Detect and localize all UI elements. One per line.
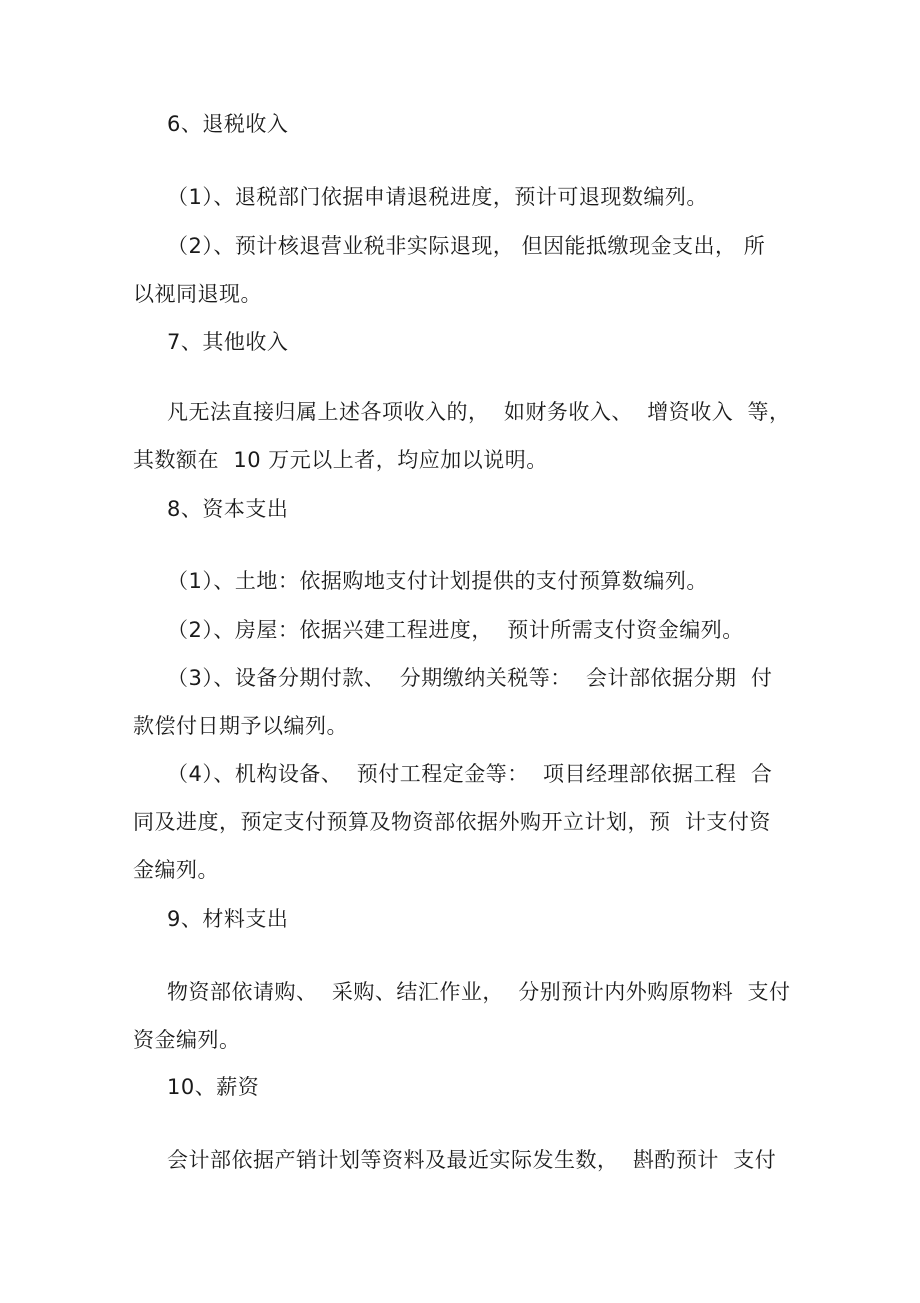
heading-8: 8、资本支出 bbox=[167, 497, 289, 521]
paragraph-8-2: （2）、房屋：依据兴建工程进度， 预计所需支付资金编列。 bbox=[167, 618, 744, 642]
paragraph-6-2: （2）、预计核退营业税非实际退现， 但因能抵缴现金支出， 所 bbox=[167, 234, 766, 258]
heading-10: 10、薪资 bbox=[167, 1075, 260, 1099]
paragraph-9-cont: 资金编列。 bbox=[133, 1028, 241, 1052]
paragraph-8-4: （4）、机构设备、 预付工程定金等： 项目经理部依据工程 合 bbox=[167, 762, 773, 786]
paragraph-8-3: （3）、设备分期付款、 分期缴纳关税等： 会计部依据分期 付 bbox=[167, 666, 773, 690]
heading-7: 7、其他收入 bbox=[167, 330, 289, 354]
paragraph-9: 物资部依请购、 采购、结汇作业， 分别预计内外购原物料 支付 bbox=[167, 980, 791, 1004]
paragraph-10: 会计部依据产销计划等资料及最近实际发生数， 斟酌预计 支付 bbox=[167, 1148, 777, 1172]
heading-9: 9、材料支出 bbox=[167, 907, 289, 931]
paragraph-6-2-cont: 以视同退现。 bbox=[133, 282, 262, 306]
paragraph-8-3-cont: 款偿付日期予以编列。 bbox=[133, 714, 348, 738]
paragraph-8-4-cont2: 金编列。 bbox=[133, 858, 219, 882]
paragraph-7: 凡无法直接归属上述各项收入的， 如财务收入、 增资收入 等， bbox=[167, 400, 791, 424]
heading-6: 6、退税收入 bbox=[167, 112, 289, 136]
paragraph-6-1: （1）、退税部门依据申请退税进度，预计可退现数编列。 bbox=[167, 185, 708, 209]
paragraph-7-cont: 其数额在 10 万元以上者，均应加以说明。 bbox=[133, 448, 548, 472]
paragraph-8-1: （1）、土地：依据购地支付计划提供的支付预算数编列。 bbox=[167, 569, 708, 593]
paragraph-8-4-cont: 同及进度，预定支付预算及物资部依据外购开立计划，预 计支付资 bbox=[133, 810, 771, 834]
